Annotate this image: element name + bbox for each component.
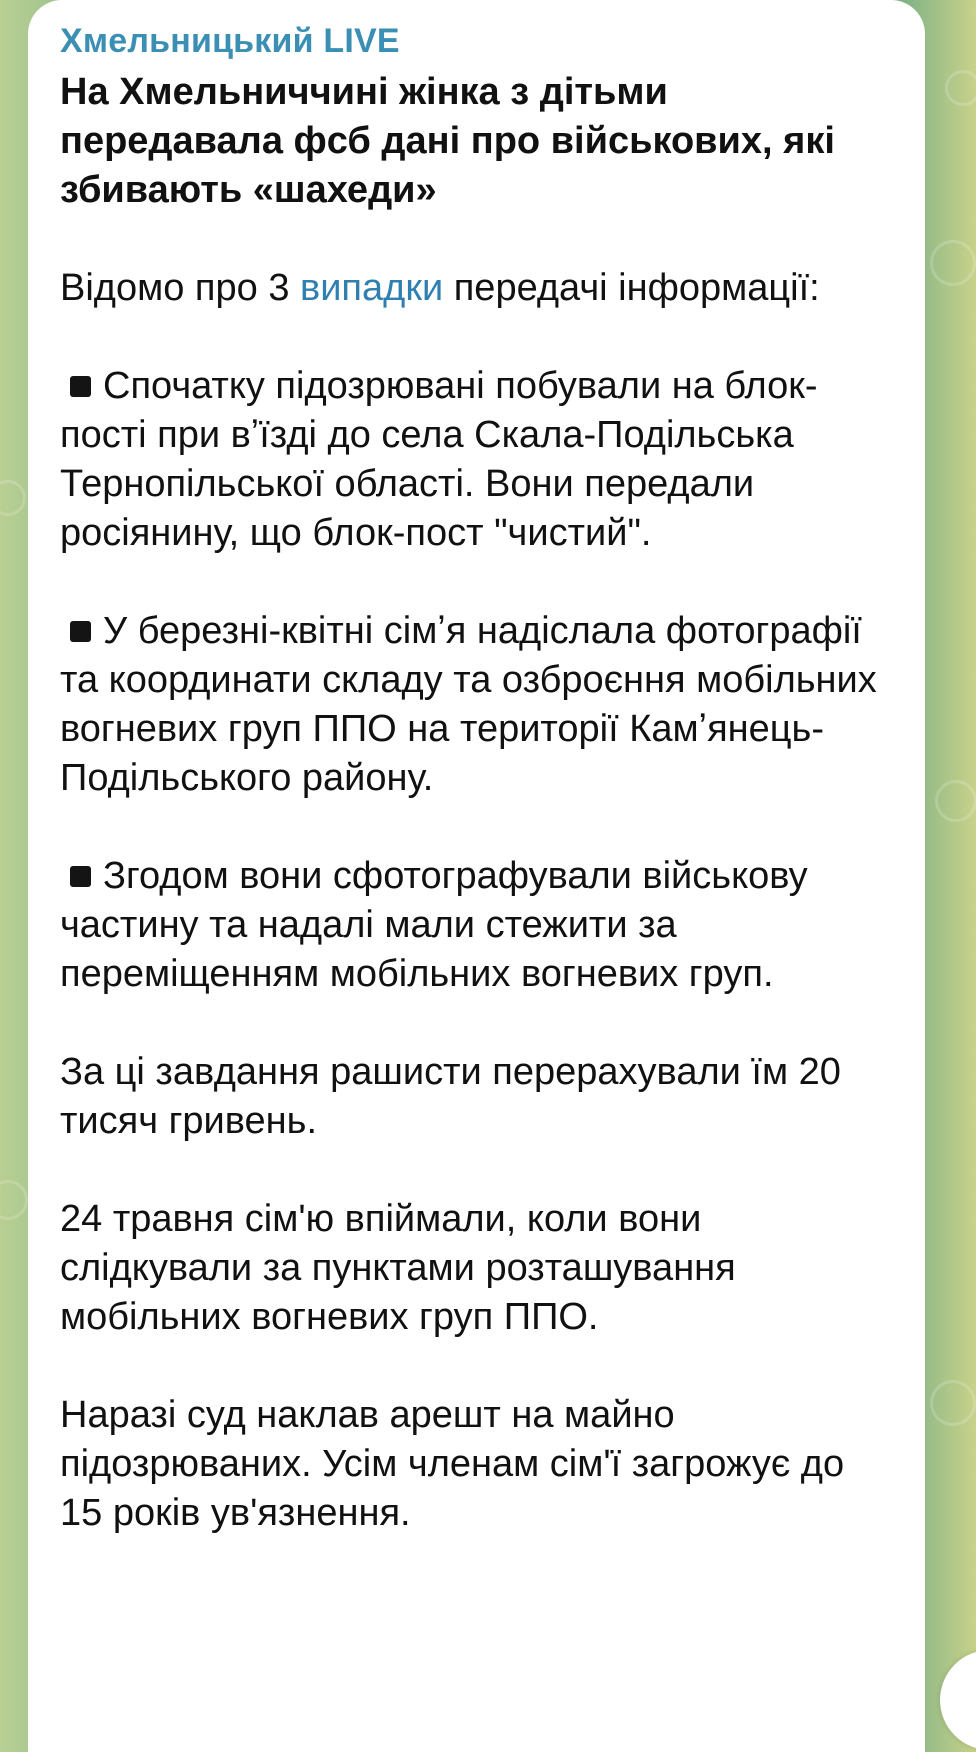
post-title: На Хмельниччині жінка з дітьми передавала фсб дані про військових, які збивають «шахеди» (60, 71, 835, 211)
background-doodle (945, 70, 976, 106)
bullet-text: Спочатку підозрювані побували на блок-пості при вʼїзді до села Скала-Подільська Тернопільської області. Вони передали росіянину, що блок-пост "чистий". (60, 365, 818, 554)
background-doodle (0, 480, 26, 516)
intro-text-before: Відомо про 3 (60, 267, 301, 309)
intro-paragraph (60, 264, 893, 313)
bullet-text: Згодом вони сфотографували військову частину та надалі мали стежити за переміщенням мобільних вогневих груп. (60, 855, 808, 995)
post-body (60, 264, 893, 1538)
black-square-icon (70, 376, 91, 397)
body-paragraph: 24 травня сім'ю впіймали, коли вони слідкували за пунктами розташування мобільних вогневих груп ППО. (60, 1198, 736, 1338)
bullet-text: У березні-квітні сімʼя надіслала фотографії та координати складу та озброєння мобільних вогневих груп ППО на території Камʼянець-Подільського району. (60, 610, 877, 799)
channel-name[interactable]: Хмельницький LIVE (60, 22, 400, 60)
body-paragraph: За ці завдання рашисти перерахували їм 20 тисяч гривень. (60, 1051, 841, 1142)
background-doodle (935, 780, 976, 822)
bullet-paragraph (60, 852, 893, 999)
body-paragraph: Наразі суд наклав арешт на майно підозрюваних. Усім членам сім'ї загрожує до 15 років ув'язнення. (60, 1394, 845, 1534)
background-doodle (0, 1180, 28, 1220)
message-bubble[interactable] (28, 0, 925, 1752)
hashtag-link[interactable]: випадки (300, 267, 444, 309)
bullet-paragraph (60, 362, 893, 558)
intro-text-after: передачі інформації: (443, 267, 820, 309)
black-square-icon (70, 866, 91, 887)
background-doodle (930, 1380, 976, 1426)
black-square-icon (70, 621, 91, 642)
bullet-paragraph (60, 607, 893, 803)
background-doodle (930, 240, 976, 286)
